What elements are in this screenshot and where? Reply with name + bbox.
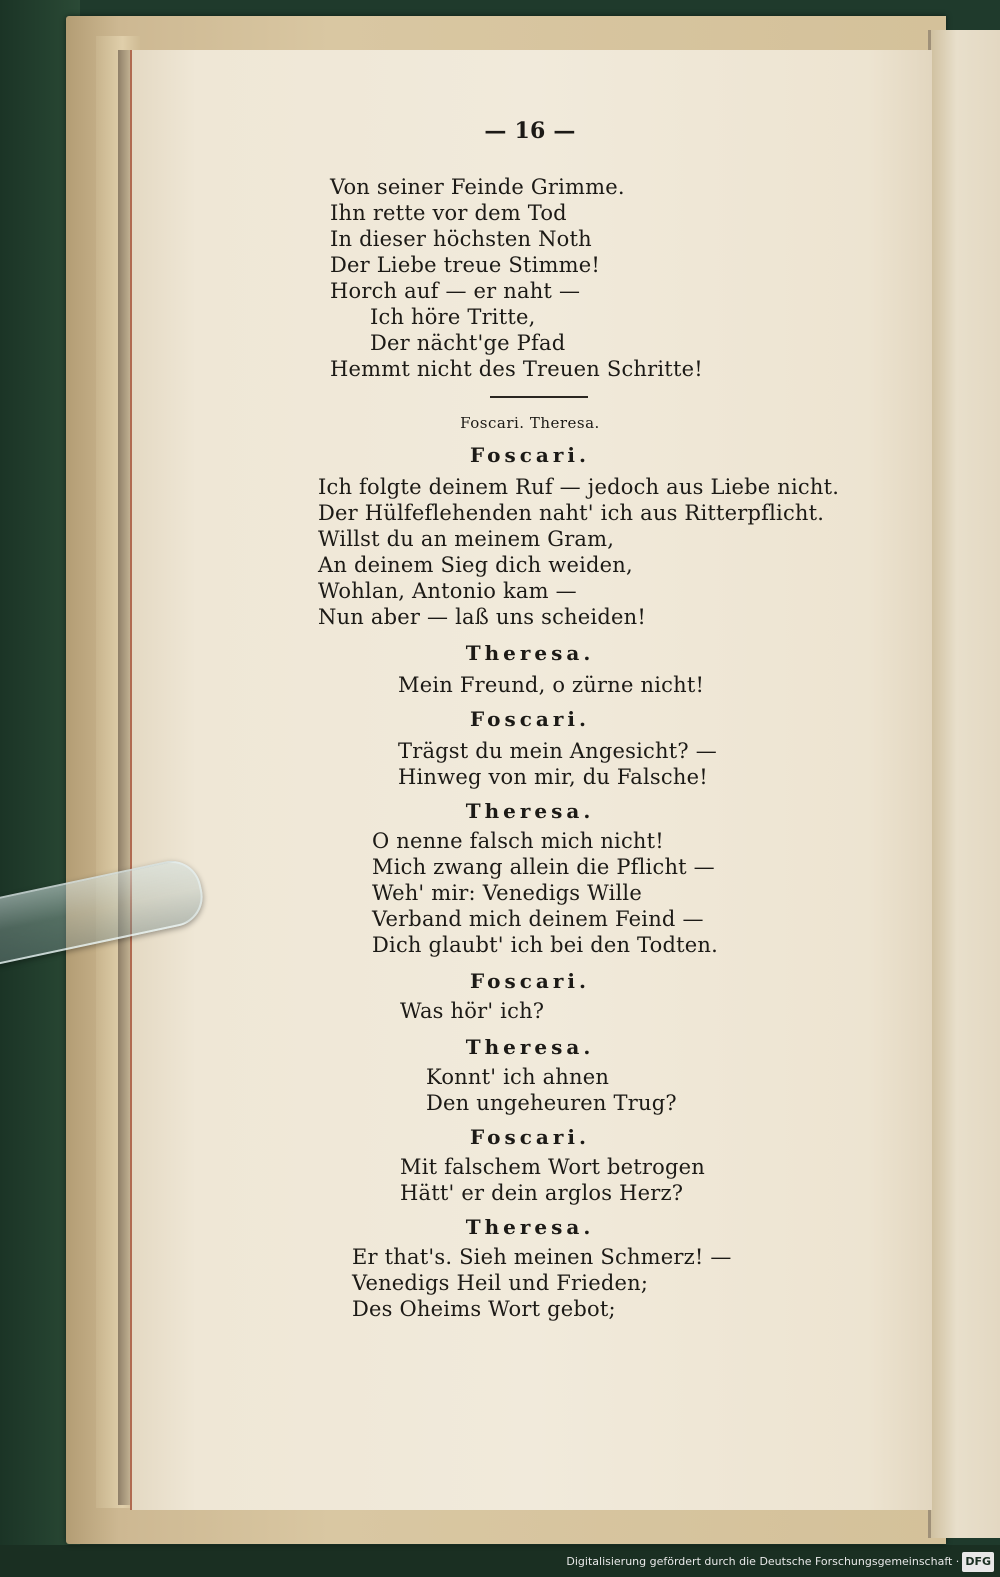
verse-line: O nenne falsch mich nicht!	[372, 829, 664, 853]
verse-line: Ich höre Tritte,	[370, 305, 536, 329]
verse-line: Hemmt nicht des Treuen Schritte!	[330, 357, 703, 381]
scene-heading: Foscari. Theresa.	[460, 414, 600, 432]
verse-line: Hinweg von mir, du Falsche!	[398, 765, 708, 789]
verse-line: Ihn rette vor dem Tod	[330, 201, 567, 225]
speaker-theresa: Theresa.	[465, 641, 595, 665]
verse-line: Er that's. Sieh meinen Schmerz! —	[352, 1245, 732, 1269]
verse-line: Mit falschem Wort betrogen	[400, 1155, 705, 1179]
speaker-theresa: Theresa.	[465, 1035, 595, 1059]
speaker-theresa: Theresa.	[465, 799, 595, 823]
page-number: — 16 —	[484, 118, 576, 144]
verse-line: Wohlan, Antonio kam —	[318, 579, 577, 603]
verse-line: An deinem Sieg dich weiden,	[318, 553, 633, 577]
section-rule	[490, 396, 588, 398]
verse-line: Der nächt'ge Pfad	[370, 331, 566, 355]
digitization-credit	[560, 1552, 1000, 1572]
verse-line: Was hör' ich?	[400, 999, 545, 1023]
verse-line: Von seiner Feinde Grimme.	[330, 175, 625, 199]
verse-line: Dich glaubt' ich bei den Todten.	[372, 933, 718, 957]
verse-line: Verband mich deinem Feind —	[372, 907, 704, 931]
speaker-foscari: Foscari.	[470, 1125, 590, 1149]
speaker-foscari: Foscari.	[470, 443, 590, 467]
verse-line: Mein Freund, o zürne nicht!	[398, 673, 705, 697]
speaker-foscari: Foscari.	[470, 969, 590, 993]
verse-line: In dieser höchsten Noth	[330, 227, 592, 251]
verse-line: Konnt' ich ahnen	[426, 1065, 610, 1089]
verse-line: Des Oheims Wort gebot;	[352, 1297, 616, 1321]
dfg-logo-icon: DFG	[962, 1552, 994, 1572]
verse-line: Den ungeheuren Trug?	[426, 1091, 677, 1115]
verse-line: Mich zwang allein die Pflicht —	[372, 855, 715, 879]
speaker-foscari: Foscari.	[470, 707, 590, 731]
verse-line: Nun aber — laß uns scheiden!	[318, 605, 646, 629]
verse-line: Weh' mir: Venedigs Wille	[372, 881, 642, 905]
verse-line: Der Liebe treue Stimme!	[330, 253, 600, 277]
speaker-theresa: Theresa.	[465, 1215, 595, 1239]
verse-line: Venedigs Heil und Frieden;	[352, 1271, 649, 1295]
credit-text: Digitalisierung gefördert durch die Deutsche Forschungsgemeinschaft ·	[566, 1555, 960, 1568]
verse-line: Trägst du mein Angesicht? —	[398, 739, 717, 763]
verse-line: Ich folgte deinem Ruf — jedoch aus Liebe nicht.	[318, 475, 840, 499]
verse-line: Der Hülfeflehenden naht' ich aus Ritterpflicht.	[318, 501, 825, 525]
verse-line: Hätt' er dein arglos Herz?	[400, 1181, 684, 1205]
verse-line: Willst du an meinem Gram,	[318, 527, 615, 551]
verse-line: Horch auf — er naht —	[330, 279, 581, 303]
